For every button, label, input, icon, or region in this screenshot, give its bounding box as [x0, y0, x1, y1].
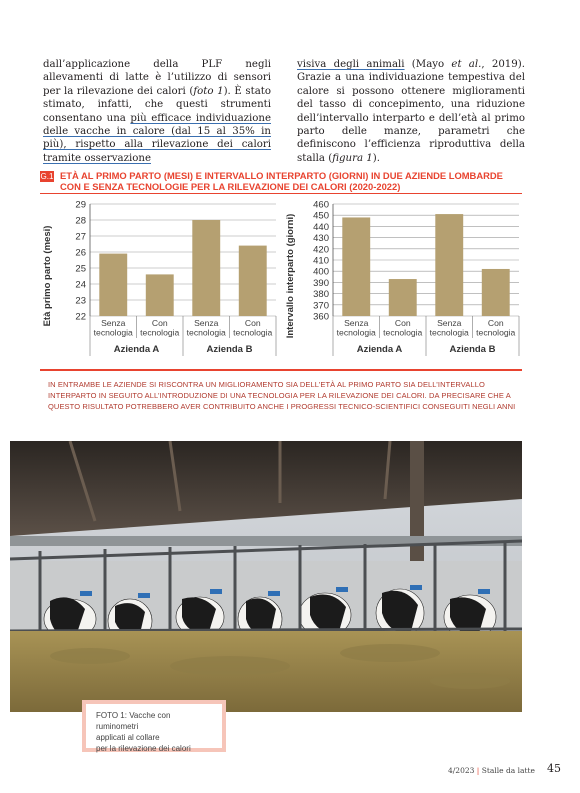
x-tick-label: tecnologia: [93, 327, 133, 338]
paragraph: visiva degli animali (Mayo et al., 2019). Grazie a una individuazione tempestiva del calore si possono ottenere miglioramenti del tasso di concepimento, una riduzione dell’intervallo interparto e dell’età al primo parto delle manze, parametri che definiscono l’efficienza riproduttiva della stalla (figura 1).: [297, 59, 525, 164]
bar: [192, 220, 220, 316]
body-column-left: [43, 58, 271, 165]
x-tick-label: tecnologia: [186, 327, 226, 338]
figure-rule-top: [40, 193, 522, 194]
y-axis-label: Età primo parto (mesi): [42, 225, 53, 327]
y-axis-label: Intervallo interparto (giorni): [285, 213, 296, 339]
y-tick-label: 29: [75, 199, 86, 211]
x-tick-label: Con: [151, 318, 168, 328]
y-tick-label: 390: [313, 277, 329, 289]
page-number: 45: [547, 762, 561, 775]
x-tick-label: tecnologia: [233, 327, 273, 338]
y-tick-label: 370: [313, 300, 329, 312]
x-tick-label: tecnologia: [336, 327, 376, 338]
footer-separator: |: [476, 766, 480, 775]
x-tick-label: Senza: [344, 318, 369, 328]
figure-title: ETÀ AL PRIMO PARTO (MESI) E INTERVALLO INTERPARTO (GIORNI) IN DUE AZIENDE LOMBARDE CON E SENZA TECNOLOGIE PER LA RILEVAZIONE DEI CALORI (2020-2022): [60, 170, 503, 192]
bar: [99, 254, 127, 316]
bar: [389, 279, 417, 316]
x-tick-label: tecnologia: [476, 327, 516, 338]
y-tick-label: 25: [75, 263, 86, 275]
y-tick-label: 420: [313, 244, 329, 256]
y-tick-label: 23: [75, 295, 86, 307]
figure-rule-bottom: [40, 369, 522, 371]
paragraph: dall’applicazione della PLF negli allevamenti di latte è l’utilizzo di sensori per la rilevazione dei calori (foto 1). È stato stimato, infatti, che questi strumenti consentano una più efficace individuazione delle vacche in calore (dal 15 al 35% in più), rispetto alla rilevazione dei calori tramite osservazione: [43, 59, 272, 164]
bar: [146, 274, 174, 316]
y-tick-label: 460: [313, 199, 329, 211]
y-tick-label: 440: [313, 221, 329, 233]
group-label: Azienda B: [449, 344, 496, 355]
y-tick-label: 380: [313, 289, 329, 301]
bar: [239, 246, 267, 316]
group-label: Azienda B: [206, 344, 253, 355]
y-tick-label: 410: [313, 255, 329, 267]
y-tick-label: 360: [313, 311, 329, 323]
figure-caption: IN ENTRAMBE LE AZIENDE SI RISCONTRA UN MIGLIORAMENTO SIA DELL’ETÀ AL PRIMO PARTO SIA DELL’INTERVALLO INTERPARTO IN SEGUITO ALL’INTRODUZIONE DI UNA TECNOLOGIA PER LA RILEVAZIONE DEI CALORI. DA PRECISARE CHE A QUESTO RISULTATO POTREBBERO AVER CONTRIBUITO ANCHE I PROGRESSI TECNICO-SCIENTIFICI CONSEGUITI NEGLI ANNI: [48, 380, 516, 411]
x-tick-label: tecnologia: [383, 327, 423, 338]
chart-calving-interval: [283, 196, 523, 366]
highlighted-text: visiva degli animali: [297, 59, 405, 70]
issue-number: 4/2023: [448, 766, 475, 775]
x-tick-label: Senza: [101, 318, 126, 328]
y-tick-label: 400: [313, 266, 329, 278]
chart-age-first-calving: [40, 196, 280, 366]
bar: [482, 269, 510, 316]
footer: [448, 766, 535, 775]
group-label: Azienda A: [356, 344, 403, 355]
highlighted-text: più efficace individuazione delle vacche in calore (dal 15 al 35% in più), rispetto alla rilevazione dei calori tramite osservazione: [43, 112, 271, 164]
x-tick-label: Senza: [437, 318, 462, 328]
x-tick-label: Con: [244, 318, 261, 328]
figure-tag: G.1: [40, 172, 54, 181]
figure-reference: figura 1: [332, 152, 373, 164]
y-tick-label: 24: [75, 279, 86, 291]
x-tick-label: Senza: [194, 318, 219, 328]
x-tick-label: tecnologia: [429, 327, 469, 338]
y-tick-label: 22: [75, 311, 86, 323]
group-label: Azienda A: [113, 344, 160, 355]
x-tick-label: Con: [487, 318, 504, 328]
magazine-name: Stalle da latte: [481, 766, 535, 775]
x-tick-label: Con: [394, 318, 411, 328]
photo-caption: FOTO 1: Vacche con ruminometri applicati al collare per la rilevazione dei calori: [82, 700, 226, 752]
body-column-right: [297, 58, 525, 165]
foto-reference: foto 1: [193, 85, 224, 97]
y-tick-label: 28: [75, 215, 86, 227]
y-tick-label: 430: [313, 233, 329, 245]
x-tick-label: tecnologia: [140, 327, 180, 338]
y-tick-label: 27: [75, 231, 86, 243]
bar: [342, 217, 370, 316]
y-tick-label: 450: [313, 210, 329, 222]
y-tick-label: 26: [75, 247, 86, 259]
cows-photo: [10, 441, 522, 712]
bar: [435, 214, 463, 316]
